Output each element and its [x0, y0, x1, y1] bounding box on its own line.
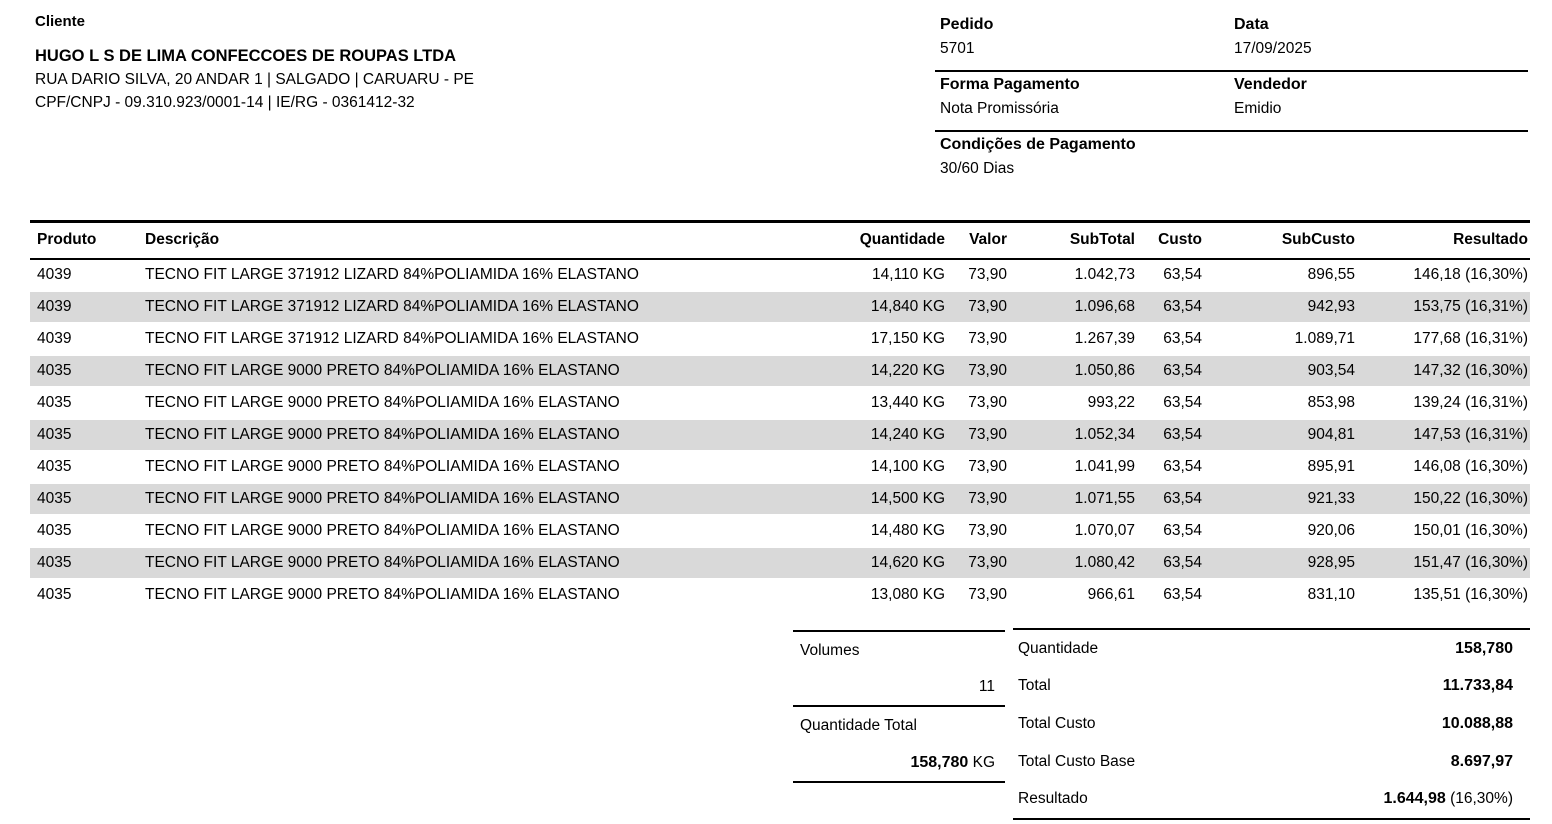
- header-produto: Produto: [30, 222, 140, 259]
- cell-custo: 63,54: [1145, 419, 1212, 451]
- cell-subtotal: 1.096,68: [1017, 291, 1145, 323]
- condicoes-cell: [940, 133, 1528, 180]
- cell-resultado: 146,18 (16,30%): [1365, 259, 1530, 291]
- forma-pagamento-value: Nota Promissória: [940, 100, 1059, 117]
- cell-quantidade: 13,080 KG: [825, 579, 955, 611]
- header-resultado: Resultado: [1365, 222, 1530, 259]
- cell-resultado: 150,01 (16,30%): [1365, 515, 1530, 547]
- cell-subcusto: 831,10: [1212, 579, 1365, 611]
- table-row: [30, 419, 1530, 451]
- cell-resultado: 153,75 (16,31%): [1365, 291, 1530, 323]
- cell-quantidade: 14,100 KG: [825, 451, 955, 483]
- cell-valor: 73,90: [955, 419, 1017, 451]
- table-row: [30, 451, 1530, 483]
- cell-subcusto: 920,06: [1212, 515, 1365, 547]
- quantidade-total-label: Quantidade Total: [800, 716, 917, 734]
- table-row: [30, 259, 1530, 291]
- cell-descricao: TECNO FIT LARGE 371912 LIZARD 84%POLIAMIDA 16% ELASTANO: [140, 291, 825, 323]
- cell-resultado: 135,51 (16,30%): [1365, 579, 1530, 611]
- order-info-row-2: [935, 72, 1528, 132]
- totals-row: [1013, 705, 1530, 743]
- cell-produto: 4039: [30, 259, 140, 291]
- cell-resultado: 150,22 (16,30%): [1365, 483, 1530, 515]
- totals-row-label: Total Custo: [1018, 714, 1096, 732]
- table-row: [30, 547, 1530, 579]
- cell-subtotal: 1.070,07: [1017, 515, 1145, 547]
- cell-valor: 73,90: [955, 547, 1017, 579]
- forma-pagamento-label: Forma Pagamento: [940, 76, 1080, 93]
- totals-row-value: 10.088,88: [1441, 714, 1513, 732]
- cell-valor: 73,90: [955, 387, 1017, 419]
- header-custo: Custo: [1145, 222, 1212, 259]
- totals-row-value: 8.697,97: [1450, 752, 1513, 770]
- cell-quantidade: 14,840 KG: [825, 291, 955, 323]
- cell-custo: 63,54: [1145, 355, 1212, 387]
- cell-subcusto: 1.089,71: [1212, 323, 1365, 355]
- table-row: [30, 515, 1530, 547]
- table-row: [30, 355, 1530, 387]
- volumes-label: Volumes: [800, 641, 860, 659]
- cell-custo: 63,54: [1145, 547, 1212, 579]
- client-section-title: Cliente: [35, 13, 86, 30]
- pedido-label: Pedido: [940, 16, 994, 33]
- cell-subtotal: 1.041,99: [1017, 451, 1145, 483]
- cell-subtotal: 1.267,39: [1017, 323, 1145, 355]
- totals-row-value-group: [1451, 753, 1513, 771]
- client-section: [35, 12, 474, 114]
- cell-resultado: 146,08 (16,30%): [1365, 451, 1530, 483]
- header-valor: Valor: [955, 222, 1017, 259]
- order-info-panel: [935, 12, 1528, 190]
- vendedor-cell: [1234, 73, 1528, 120]
- totals-volumes-box: [793, 630, 1005, 783]
- quantidade-total-value: 158,780: [910, 753, 969, 771]
- order-info-row-3: [935, 132, 1528, 190]
- cell-resultado: 139,24 (16,31%): [1365, 387, 1530, 419]
- totals-row: [1013, 668, 1530, 706]
- cell-descricao: TECNO FIT LARGE 9000 PRETO 84%POLIAMIDA 16% ELASTANO: [140, 419, 825, 451]
- pedido-value: 5701: [940, 40, 975, 57]
- cell-custo: 63,54: [1145, 579, 1212, 611]
- cell-valor: 73,90: [955, 291, 1017, 323]
- order-info-row-1: [935, 12, 1528, 72]
- cell-quantidade: 14,220 KG: [825, 355, 955, 387]
- cell-valor: 73,90: [955, 259, 1017, 291]
- cell-custo: 63,54: [1145, 291, 1212, 323]
- cell-subcusto: 896,55: [1212, 259, 1365, 291]
- cell-valor: 73,90: [955, 323, 1017, 355]
- cell-resultado: 147,32 (16,30%): [1365, 355, 1530, 387]
- cell-produto: 4035: [30, 355, 140, 387]
- pedido-cell: [940, 13, 1234, 60]
- cell-custo: 63,54: [1145, 515, 1212, 547]
- cell-subtotal: 1.080,42: [1017, 547, 1145, 579]
- totals-row-value-group: [1384, 790, 1513, 808]
- header-subcusto: SubCusto: [1212, 222, 1365, 259]
- cell-descricao: TECNO FIT LARGE 9000 PRETO 84%POLIAMIDA 16% ELASTANO: [140, 355, 825, 387]
- client-address: RUA DARIO SILVA, 20 ANDAR 1 | SALGADO | CARUARU - PE: [35, 71, 475, 88]
- cell-produto: 4039: [30, 323, 140, 355]
- forma-pagamento-cell: [940, 73, 1234, 120]
- table-row: [30, 483, 1530, 515]
- cell-valor: 73,90: [955, 579, 1017, 611]
- cell-descricao: TECNO FIT LARGE 371912 LIZARD 84%POLIAMIDA 16% ELASTANO: [140, 323, 825, 355]
- vendedor-label: Vendedor: [1234, 76, 1307, 93]
- cell-produto: 4035: [30, 419, 140, 451]
- cell-custo: 63,54: [1145, 483, 1212, 515]
- cell-descricao: TECNO FIT LARGE 9000 PRETO 84%POLIAMIDA 16% ELASTANO: [140, 387, 825, 419]
- totals-box: [1013, 628, 1530, 820]
- cell-subcusto: 903,54: [1212, 355, 1365, 387]
- condicoes-label: Condições de Pagamento: [940, 136, 1136, 153]
- cell-subcusto: 942,93: [1212, 291, 1365, 323]
- cell-quantidade: 14,240 KG: [825, 419, 955, 451]
- totals-row-value-group: [1442, 715, 1513, 733]
- cell-valor: 73,90: [955, 515, 1017, 547]
- cell-produto: 4035: [30, 579, 140, 611]
- totals-row-value: 158,780: [1455, 639, 1513, 657]
- header-quantidade: Quantidade: [825, 222, 955, 259]
- cell-produto: 4035: [30, 483, 140, 515]
- cell-subcusto: 853,98: [1212, 387, 1365, 419]
- table-row: [30, 291, 1530, 323]
- client-name: HUGO L S DE LIMA CONFECCOES DE ROUPAS LTDA: [35, 47, 457, 65]
- header-subtotal: SubTotal: [1017, 222, 1145, 259]
- cell-produto: 4039: [30, 291, 140, 323]
- cell-resultado: 151,47 (16,30%): [1365, 547, 1530, 579]
- cell-resultado: 147,53 (16,31%): [1365, 419, 1530, 451]
- cell-produto: 4035: [30, 547, 140, 579]
- data-label: Data: [1234, 16, 1269, 33]
- cell-descricao: TECNO FIT LARGE 9000 PRETO 84%POLIAMIDA 16% ELASTANO: [140, 451, 825, 483]
- totals-row-label: Total Custo Base: [1018, 752, 1136, 770]
- cell-subcusto: 904,81: [1212, 419, 1365, 451]
- cell-subcusto: 895,91: [1212, 451, 1365, 483]
- cell-subtotal: 993,22: [1017, 387, 1145, 419]
- quantidade-total-value-row: [793, 744, 1005, 783]
- cell-descricao: TECNO FIT LARGE 9000 PRETO 84%POLIAMIDA 16% ELASTANO: [140, 515, 825, 547]
- vendedor-value: Emidio: [1234, 100, 1282, 117]
- client-documents: CPF/CNPJ - 09.310.923/0001-14 | IE/RG - 0361412-32: [35, 93, 415, 111]
- totals-row-value: 1.644,98: [1383, 790, 1446, 808]
- totals-row: [1013, 780, 1530, 818]
- cell-descricao: TECNO FIT LARGE 9000 PRETO 84%POLIAMIDA 16% ELASTANO: [140, 483, 825, 515]
- cell-subcusto: 928,95: [1212, 547, 1365, 579]
- cell-produto: 4035: [30, 387, 140, 419]
- cell-subtotal: 1.050,86: [1017, 355, 1145, 387]
- cell-quantidade: 14,110 KG: [825, 259, 955, 291]
- table-row: [30, 323, 1530, 355]
- cell-produto: 4035: [30, 451, 140, 483]
- totals-row-label: Resultado: [1018, 790, 1088, 808]
- data-value: 17/09/2025: [1234, 40, 1312, 57]
- condicoes-value: 30/60 Dias: [940, 160, 1015, 177]
- items-table: [30, 220, 1530, 612]
- cell-custo: 63,54: [1145, 387, 1212, 419]
- table-row: [30, 579, 1530, 611]
- totals-row-value-group: [1455, 640, 1513, 658]
- cell-custo: 63,54: [1145, 323, 1212, 355]
- table-row: [30, 387, 1530, 419]
- cell-subtotal: 1.052,34: [1017, 419, 1145, 451]
- cell-subtotal: 966,61: [1017, 579, 1145, 611]
- cell-quantidade: 14,500 KG: [825, 483, 955, 515]
- cell-produto: 4035: [30, 515, 140, 547]
- totals-row: [1013, 743, 1530, 781]
- volumes-value-row: [793, 669, 1005, 707]
- cell-custo: 63,54: [1145, 259, 1212, 291]
- cell-custo: 63,54: [1145, 451, 1212, 483]
- cell-quantidade: 14,480 KG: [825, 515, 955, 547]
- totals-row: [1013, 630, 1530, 668]
- table-header-row: [30, 222, 1530, 259]
- totals-row-value-group: [1443, 677, 1513, 695]
- cell-descricao: TECNO FIT LARGE 371912 LIZARD 84%POLIAMIDA 16% ELASTANO: [140, 259, 825, 291]
- header-descricao: Descrição: [140, 222, 825, 259]
- volumes-value: 11: [978, 678, 995, 695]
- cell-subcusto: 921,33: [1212, 483, 1365, 515]
- cell-resultado: 177,68 (16,31%): [1365, 323, 1530, 355]
- totals-row-label: Quantidade: [1018, 639, 1099, 657]
- cell-valor: 73,90: [955, 451, 1017, 483]
- cell-subtotal: 1.071,55: [1017, 483, 1145, 515]
- quantidade-total-unit: KG: [968, 753, 995, 771]
- cell-quantidade: 17,150 KG: [825, 323, 955, 355]
- totals-row-value: 11.733,84: [1442, 677, 1513, 695]
- data-cell: [1234, 13, 1528, 60]
- cell-descricao: TECNO FIT LARGE 9000 PRETO 84%POLIAMIDA 16% ELASTANO: [140, 547, 825, 579]
- cell-quantidade: 14,620 KG: [825, 547, 955, 579]
- cell-subtotal: 1.042,73: [1017, 259, 1145, 291]
- cell-valor: 73,90: [955, 483, 1017, 515]
- totals-row-label: Total: [1018, 677, 1051, 695]
- cell-valor: 73,90: [955, 355, 1017, 387]
- cell-quantidade: 13,440 KG: [825, 387, 955, 419]
- cell-descricao: TECNO FIT LARGE 9000 PRETO 84%POLIAMIDA 16% ELASTANO: [140, 579, 825, 611]
- totals-row-suffix: (16,30%): [1445, 790, 1513, 808]
